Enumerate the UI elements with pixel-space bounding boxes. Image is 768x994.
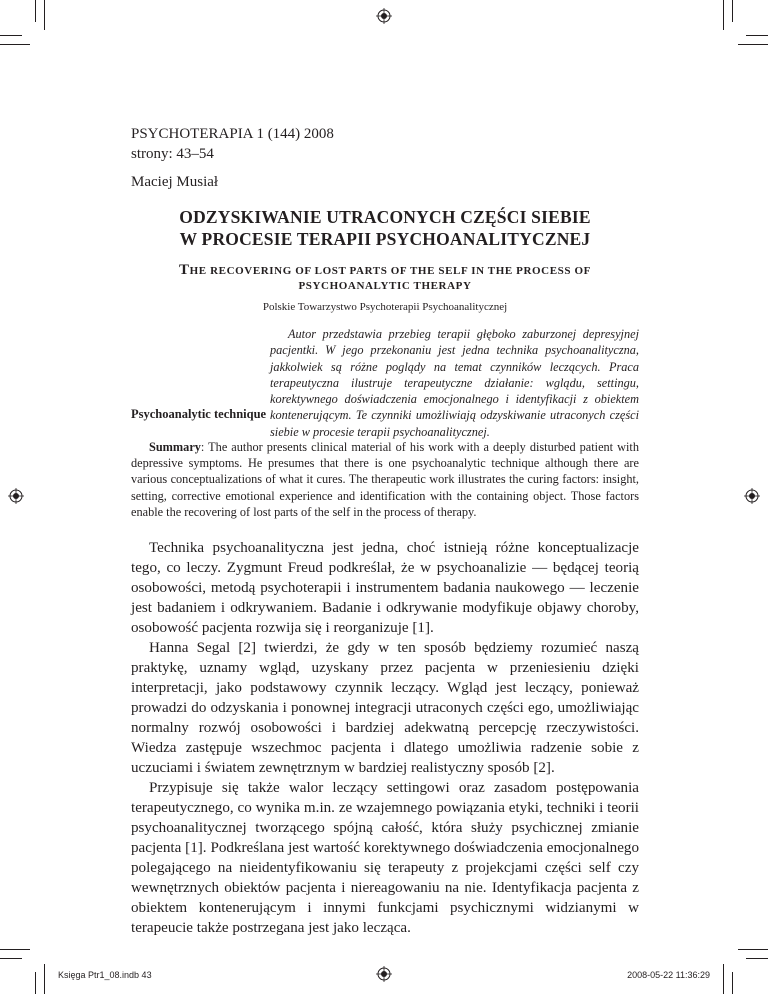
crop-mark [35,972,36,994]
body-paragraph: Hanna Segal [2] twierdzi, że gdy w ten sposób będziemy rozumieć naszą praktykę, uznamy wgląd, uzyskany przez pacjenta w przeniesieniu dzięki interpretacji, jako podstawowy czynnik leczący. Wgląd jest leczący, ponieważ prowadzi do odzyskania i ponownej integracji utraconych części ego, umożliwiając normalny rozwój osobowości i bardziej adekwatną percepcję rzeczywistości. Wiedza zastępuje wszechmoc pacjenta i dlatego umożliwia radzenie sobie z uczuciami i światem zewnętrznym w bardziej realistyczny sposób [2]. [131,640,639,776]
title-en-rest: HE RECOVERING OF LOST PARTS OF THE SELF IN THE PROCESS OF [189,265,591,277]
crop-mark [723,964,724,994]
footer-filename: Księga Ptr1_08.indb 43 [58,970,152,980]
crop-mark [732,0,733,22]
registration-mark-icon [744,488,760,504]
registration-mark-icon [8,488,24,504]
crop-mark [0,949,30,950]
crop-mark [738,949,768,950]
crop-mark [738,44,768,45]
journal-issue: PSYCHOTERAPIA 1 (144) 2008 [131,126,334,142]
crop-mark [44,0,45,30]
crop-mark [746,35,768,36]
article-title-en [131,263,639,294]
affiliation: Polskie Towarzystwo Psychoterapii Psychoanalitycznej [262,301,508,313]
registration-mark-icon [376,8,392,24]
article-title-pl [131,206,639,250]
footer-timestamp: 2008-05-22 11:36:29 [627,970,710,980]
crop-mark [723,0,724,30]
body-paragraph: Technika psychoanalityczna jest jedna, choć istnieją różne konceptualizacje tego, co leczy. Zygmunt Freud podkreślał, że w psychoanalizie — będącej teorią osobowości, metodą psychoterapii i instrumentem badania naukowego — leczenie jest badaniem i odkrywaniem. Badanie i odkrywanie modyfikuje objawy choroby, osobowość pacjenta rozwija się i reorganizuje [1]. [131,540,639,636]
body-paragraph: Przypisuje się także walor leczący settingowi oraz zasadom postępowania terapeutycznego, co wynika m.in. ze wzajemnego powiązania etyki, techniki i teorii psychoanalitycznej tworzącego spójną całość, która służy psychicznej zmianie pacjenta [1]. Podkreślana jest wartość korektywnego doświadczenia emocjonalnego polegającego na nieidentyfikowaniu się terapeuty z projekcjami części self czy wewnętrznych obiektów pacjenta i niereagowaniu na nie. Identyfikacja pacjenta z obiektem kontenerującym i innymi funkcjami psychicznymi widzianymi w terapeucie także postrzegana jest jako lecząca. [131,780,639,936]
crop-mark [44,964,45,994]
summary-en [131,439,639,520]
crop-mark [0,958,22,959]
page-range: strony: 43–54 [131,146,214,162]
title-line-2: W PROCESIE TERAPII PSYCHOANALITYCZNEJ [179,229,591,249]
title-en-line-2: PSYCHOANALYTIC THERAPY [298,280,472,292]
title-line-1: ODZYSKIWANIE UTRACONYCH CZĘŚCI SIEBIE [179,207,591,227]
keyword: Psychoanalytic technique [131,407,267,421]
crop-mark [0,35,22,36]
journal-header [131,124,334,164]
summary-text: : The author presents clinical material of his work with a deeply disturbed patient with depressive symptoms. He presumes that there is one psychoanalytic technique although there are various conceptualizations of what it cures. The therapeutic work illustrates the curing factors: insight, setting, corrective emotional experience and identification with the containing object. Those factors enable the recovering of lost parts of the self in the process of therapy. [131,440,639,519]
abstract-pl: Autor przedstawia przebieg terapii głęboko zaburzonej depresyjnej pacjentki. W jego przekonaniu jest jedna technika psychoanalityczna, jakkolwiek są różne poglądy na temat czynników leczących. Praca terapeutyczna ilustruje terapeutyczne działanie: wglądu, settingu, korektywnego doświadczenia emocjonalnego i identyfikacji z obiektem kontenerującym. Te czynniki umożliwiają odzyskiwanie utraconych części siebie w procesie terapii psychoanalitycznej. [270,327,639,439]
registration-mark-icon [376,966,392,982]
crop-mark [732,972,733,994]
crop-mark [35,0,36,22]
title-en-initial: T [179,262,190,278]
author-name: Maciej Musiał [131,174,219,190]
title-en-line-1 [131,263,639,279]
body-text [131,538,639,938]
summary-label: Summary [149,440,201,454]
crop-mark [746,958,768,959]
crop-mark [0,44,30,45]
